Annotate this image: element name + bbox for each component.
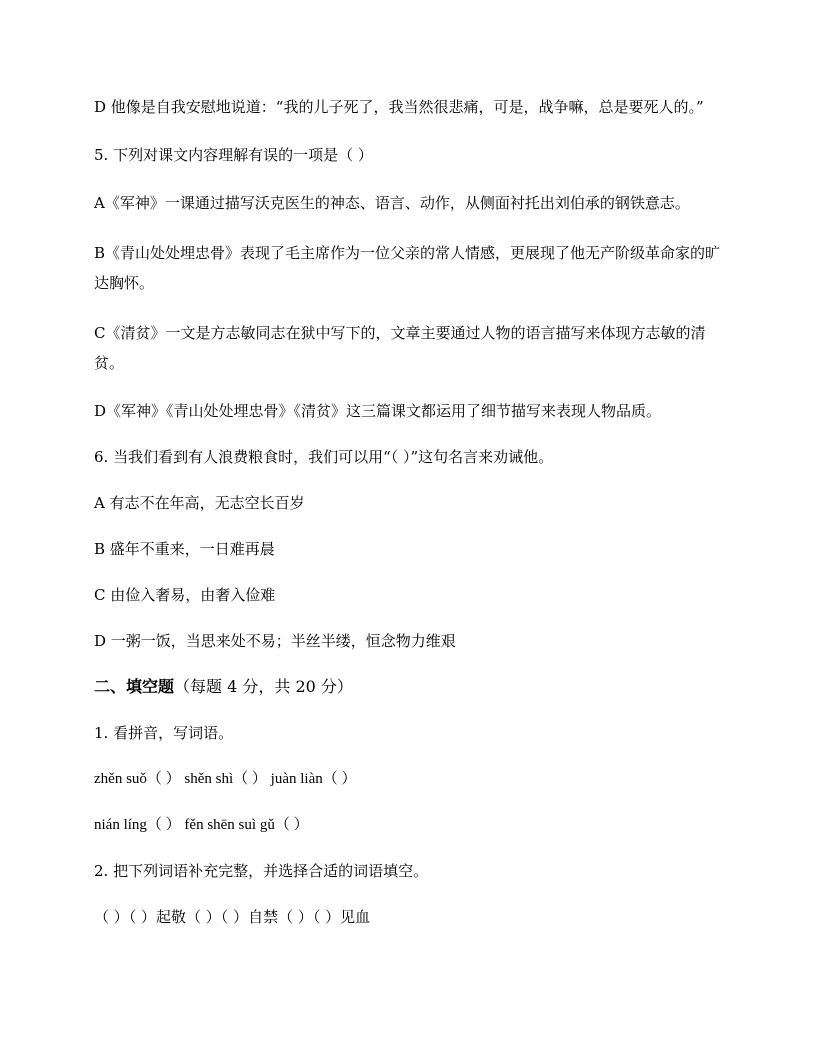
document-page (94, 92, 722, 950)
section-heading (94, 674, 722, 700)
q6-stem: 6. 当我们看到有人浪费粮食时，我们可以用“（ ）”这句名言来劝诫他。 (94, 448, 554, 466)
q5-option-a: A《军神》一课通过描写沃克医生的神态、语言、动作，从侧面衬托出刘伯承的钢铁意志。 (94, 194, 690, 212)
q4-option-d: D 他像是自我安慰地说道：“我的儿子死了，我当然很悲痛，可是，战争嘛，总是要死人的。” (94, 98, 704, 116)
q5-option-d: D《军神》《青山处处埋忠骨》《清贫》这三篇课文都运用了细节描写来表现人物品质。 (94, 402, 662, 420)
q6-option-d: D 一粥一饭，当思来处不易；半丝半缕，恒念物力维艰 (94, 632, 456, 650)
q5-option-c: C《清贫》一文是方志敏同志在狱中写下的，文章主要通过人物的语言描写来体现方志敏的清贫。 (94, 324, 706, 372)
q5-option-b: B《青山处处埋忠骨》表现了毛主席作为一位父亲的常人情感，更展现了他无产阶级革命家的旷达胸怀。 (94, 244, 721, 292)
fill2-idiom-row: （ ）（ ）起敬（ ）（ ）自禁（ ）（ ）见血 (94, 908, 371, 926)
section-score-note: （每题 4 分，共 20 分） (174, 677, 353, 696)
q6-option-c: C 由俭入奢易，由奢入俭难 (94, 586, 276, 604)
fill1-pinyin-row-1: zhěn suǒ（ ） shěn shì（ ） juàn liàn（ ） (94, 771, 357, 787)
section-title: 二、填空题 (94, 677, 175, 696)
fill1-pinyin-row-2: nián líng（ ） fěn shēn suì gǔ（ ） (94, 817, 309, 833)
q6-option-b: B 盛年不重来，一日难再晨 (94, 540, 275, 558)
fill1-stem: 1. 看拼音，写词语。 (94, 724, 234, 742)
q6-option-a: A 有志不在年高，无志空长百岁 (94, 494, 305, 512)
q5-stem: 5. 下列对课文内容理解有误的一项是（ ） (94, 146, 373, 164)
fill2-stem: 2. 把下列词语补充完整，并选择合适的词语填空。 (94, 862, 429, 880)
